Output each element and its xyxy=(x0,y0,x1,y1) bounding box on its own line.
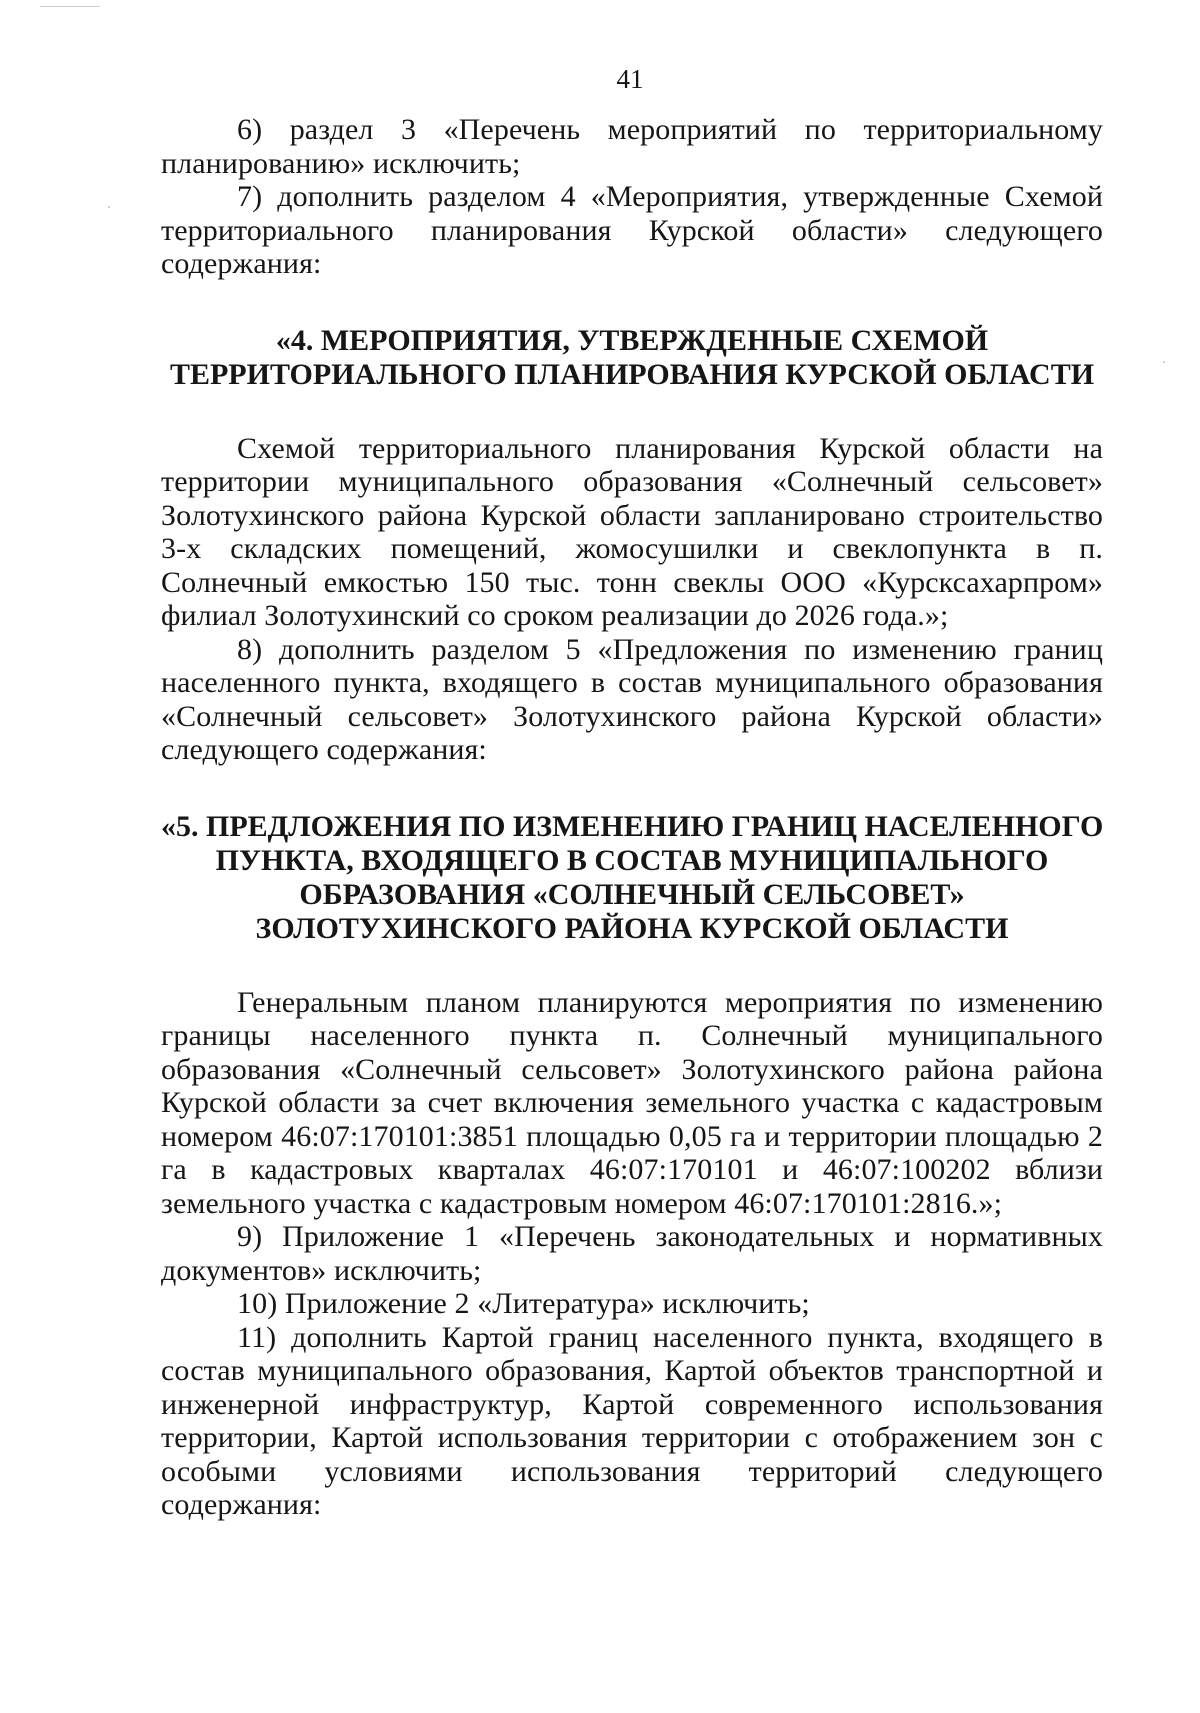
paragraph-item-8: 8) дополнить разделом 5 «Предложения по изменению границ населенного пункта, входящего в состав муниципального образования «Солнечный сельсовет» Золотухинского района Курской области» следующего содержания: xyxy=(161,632,1103,766)
section-5-heading-line: «5. ПРЕДЛОЖЕНИЯ ПО ИЗМЕНЕНИЮ ГРАНИЦ НАСЕЛЕННОГО xyxy=(161,809,1104,843)
scan-speck xyxy=(1163,361,1165,363)
scan-speck xyxy=(108,206,110,208)
section-5-heading-line: ЗОЛОТУХИНСКОГО РАЙОНА КУРСКОЙ ОБЛАСТИ xyxy=(255,911,1009,945)
paragraph-item-11: 11) дополнить Картой границ населенного пункта, входящего в состав муниципального образования, Картой объектов транспортной и инженерной инфраструктур, Картой современного использования территории, Картой использования территории с отображением зон с особыми условиями использования территорий следующего содержания: xyxy=(161,1320,1103,1521)
paragraph-item-10: 10) Приложение 2 «Литература» исключить; xyxy=(237,1287,810,1320)
paragraph-item-7: 7) дополнить разделом 4 «Мероприятия, утвержденные Схемой территориального планирования Курской области» следующего содержания: xyxy=(161,180,1103,280)
section-4-heading-line: «4. МЕРОПРИЯТИЯ, УТВЕРЖДЕННЫЕ СХЕМОЙ xyxy=(275,323,989,357)
section-4-heading-line: ТЕРРИТОРИАЛЬНОГО ПЛАНИРОВАНИЯ КУРСКОЙ ОБЛАСТИ xyxy=(169,357,1095,391)
section-4-paragraph: Схемой территориального планирования Курской области на территории муниципального образования «Солнечный сельсовет» Золотухинского района Курской области запланировано строительство 3-х складских помещений, жомосушилки и свеклопункта в п. Солнечный емкостью 150 тыс. тонн свеклы ООО «Курсксахарпром» филиал Золотухинский со сроком реализации до 2026 года.»; xyxy=(161,431,1103,632)
document-body xyxy=(161,113,1103,1522)
page-number: 41 xyxy=(616,64,644,94)
paragraph-item-9: 9) Приложение 1 «Перечень законодательных и нормативных документов» исключить; xyxy=(161,1220,1103,1287)
scan-speck xyxy=(40,6,100,7)
section-4-heading xyxy=(161,324,1103,392)
section-5-paragraph: Генеральным планом планируются мероприятия по изменению границы населенного пункта п. Солнечный муниципального образования «Солнечный сельсовет» Золотухинского района района Курской области за счет включения земельного участка с кадастровым номером 46:07:170101:3851 площадью 0,05 га и территории площадью 2 га в кадастровых кварталах 46:07:170101 и 46:07:100202 вблизи земельного участка с кадастровым номером 46:07:170101:2816.»; xyxy=(161,985,1103,1220)
section-5-heading xyxy=(161,810,1103,946)
paragraph-item-6: 6) раздел 3 «Перечень мероприятий по территориальному планированию» исключить; xyxy=(161,113,1103,180)
section-5-heading-line: ОБРАЗОВАНИЯ «СОЛНЕЧНЫЙ СЕЛЬСОВЕТ» xyxy=(299,877,965,911)
section-5-heading-line: ПУНКТА, ВХОДЯЩЕГО В СОСТАВ МУНИЦИПАЛЬНОГО xyxy=(215,843,1049,877)
